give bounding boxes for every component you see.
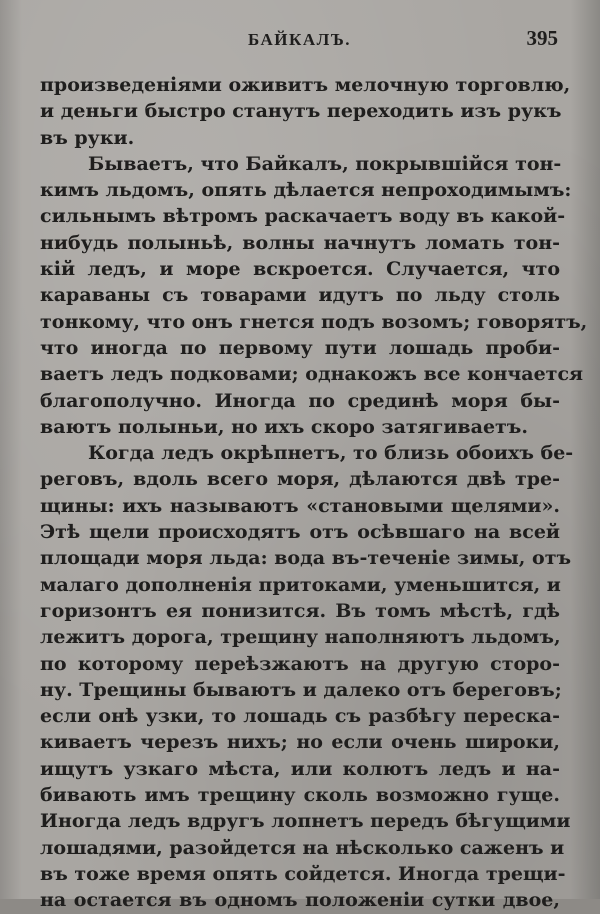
text-line: Этѣ щели происходятъ отъ осѣвшаго на всей	[40, 521, 560, 544]
text-line: и деньги быстро станутъ переходить изъ рукъ	[40, 100, 562, 123]
text-line: киваетъ черезъ нихъ; но если очень широки,	[40, 731, 560, 754]
text-line: благополучно. Иногда по срединѣ моря бы-	[40, 389, 560, 412]
text-line: нибудь полыньѣ, волны начнутъ ломать тон-	[40, 231, 560, 254]
text-line: Иногда ледъ вдругъ лопнетъ передъ бѣгущими	[40, 810, 571, 833]
text-line: реговъ, вдоль всего моря, дѣлаются двѣ тре-	[40, 468, 560, 491]
text-line: малаго дополненія притоками, уменьшится, и	[40, 573, 561, 596]
text-line: на остается въ одномъ положеніи сутки двое,	[40, 889, 560, 912]
text-line: бивають имъ трещину сколь возможно гуще.	[40, 784, 560, 807]
text-line: произведеніями оживитъ мелочную торговлю,	[40, 74, 571, 96]
text-line: площади моря льда: вода въ-теченіе зимы, отъ	[40, 547, 572, 570]
text-line: караваны съ товарами идутъ по льду столь	[40, 284, 560, 307]
text-line: если онѣ узки, то лошадь съ разбѣгу переска-	[40, 705, 560, 728]
text-line: ваетъ ледъ подковами; однакожъ все кончается	[40, 363, 584, 386]
page-header	[0, 26, 600, 56]
text-line: ищутъ узкаго мѣста, или колютъ ледъ и на-	[40, 757, 560, 780]
text-line: Бываетъ, что Байкалъ, покрывшійся тон-	[88, 152, 562, 175]
text-line: кій ледъ, и море вскроется. Случается, что	[40, 258, 560, 281]
text-line: что иногда по первому пути лошадь проби-	[40, 336, 560, 359]
text-line: лошадями, разойдется на нѣсколько саженъ и	[40, 836, 565, 859]
text-line: въ тоже время опять сойдется. Иногда трещи-	[40, 862, 566, 885]
text-line: горизонтъ ея понизится. Въ томъ мѣстѣ, гдѣ	[40, 599, 560, 622]
text-line: въ руки.	[40, 126, 135, 149]
running-head: БАЙКАЛЪ.	[248, 30, 352, 49]
text-line: по которому переѣзжаютъ на другую сторо-	[40, 652, 560, 675]
body-text	[40, 72, 588, 914]
text-line: лежитъ дорога, трещину наполняютъ льдомъ,	[40, 626, 561, 649]
text-line: кимъ льдомъ, опять дѣлается непроходимымъ:	[40, 179, 572, 202]
text-line: щины: ихъ называютъ «становыми щелями».	[40, 494, 560, 517]
text-line: ваютъ полыньи, но ихъ скоро затягиваетъ.	[40, 415, 528, 438]
text-line: Когда ледъ окрѣпнетъ, то близь обоихъ бе-	[88, 442, 574, 465]
page-number: 395	[526, 26, 558, 50]
text-line: ну. Трещины бываютъ и далеко отъ береговъ;	[40, 678, 562, 701]
text-line: сильнымъ вѣтромъ раскачаетъ воду въ какой-	[40, 205, 566, 228]
text-line: тонкому, что онъ гнется подъ возомъ; говорятъ,	[40, 310, 588, 333]
